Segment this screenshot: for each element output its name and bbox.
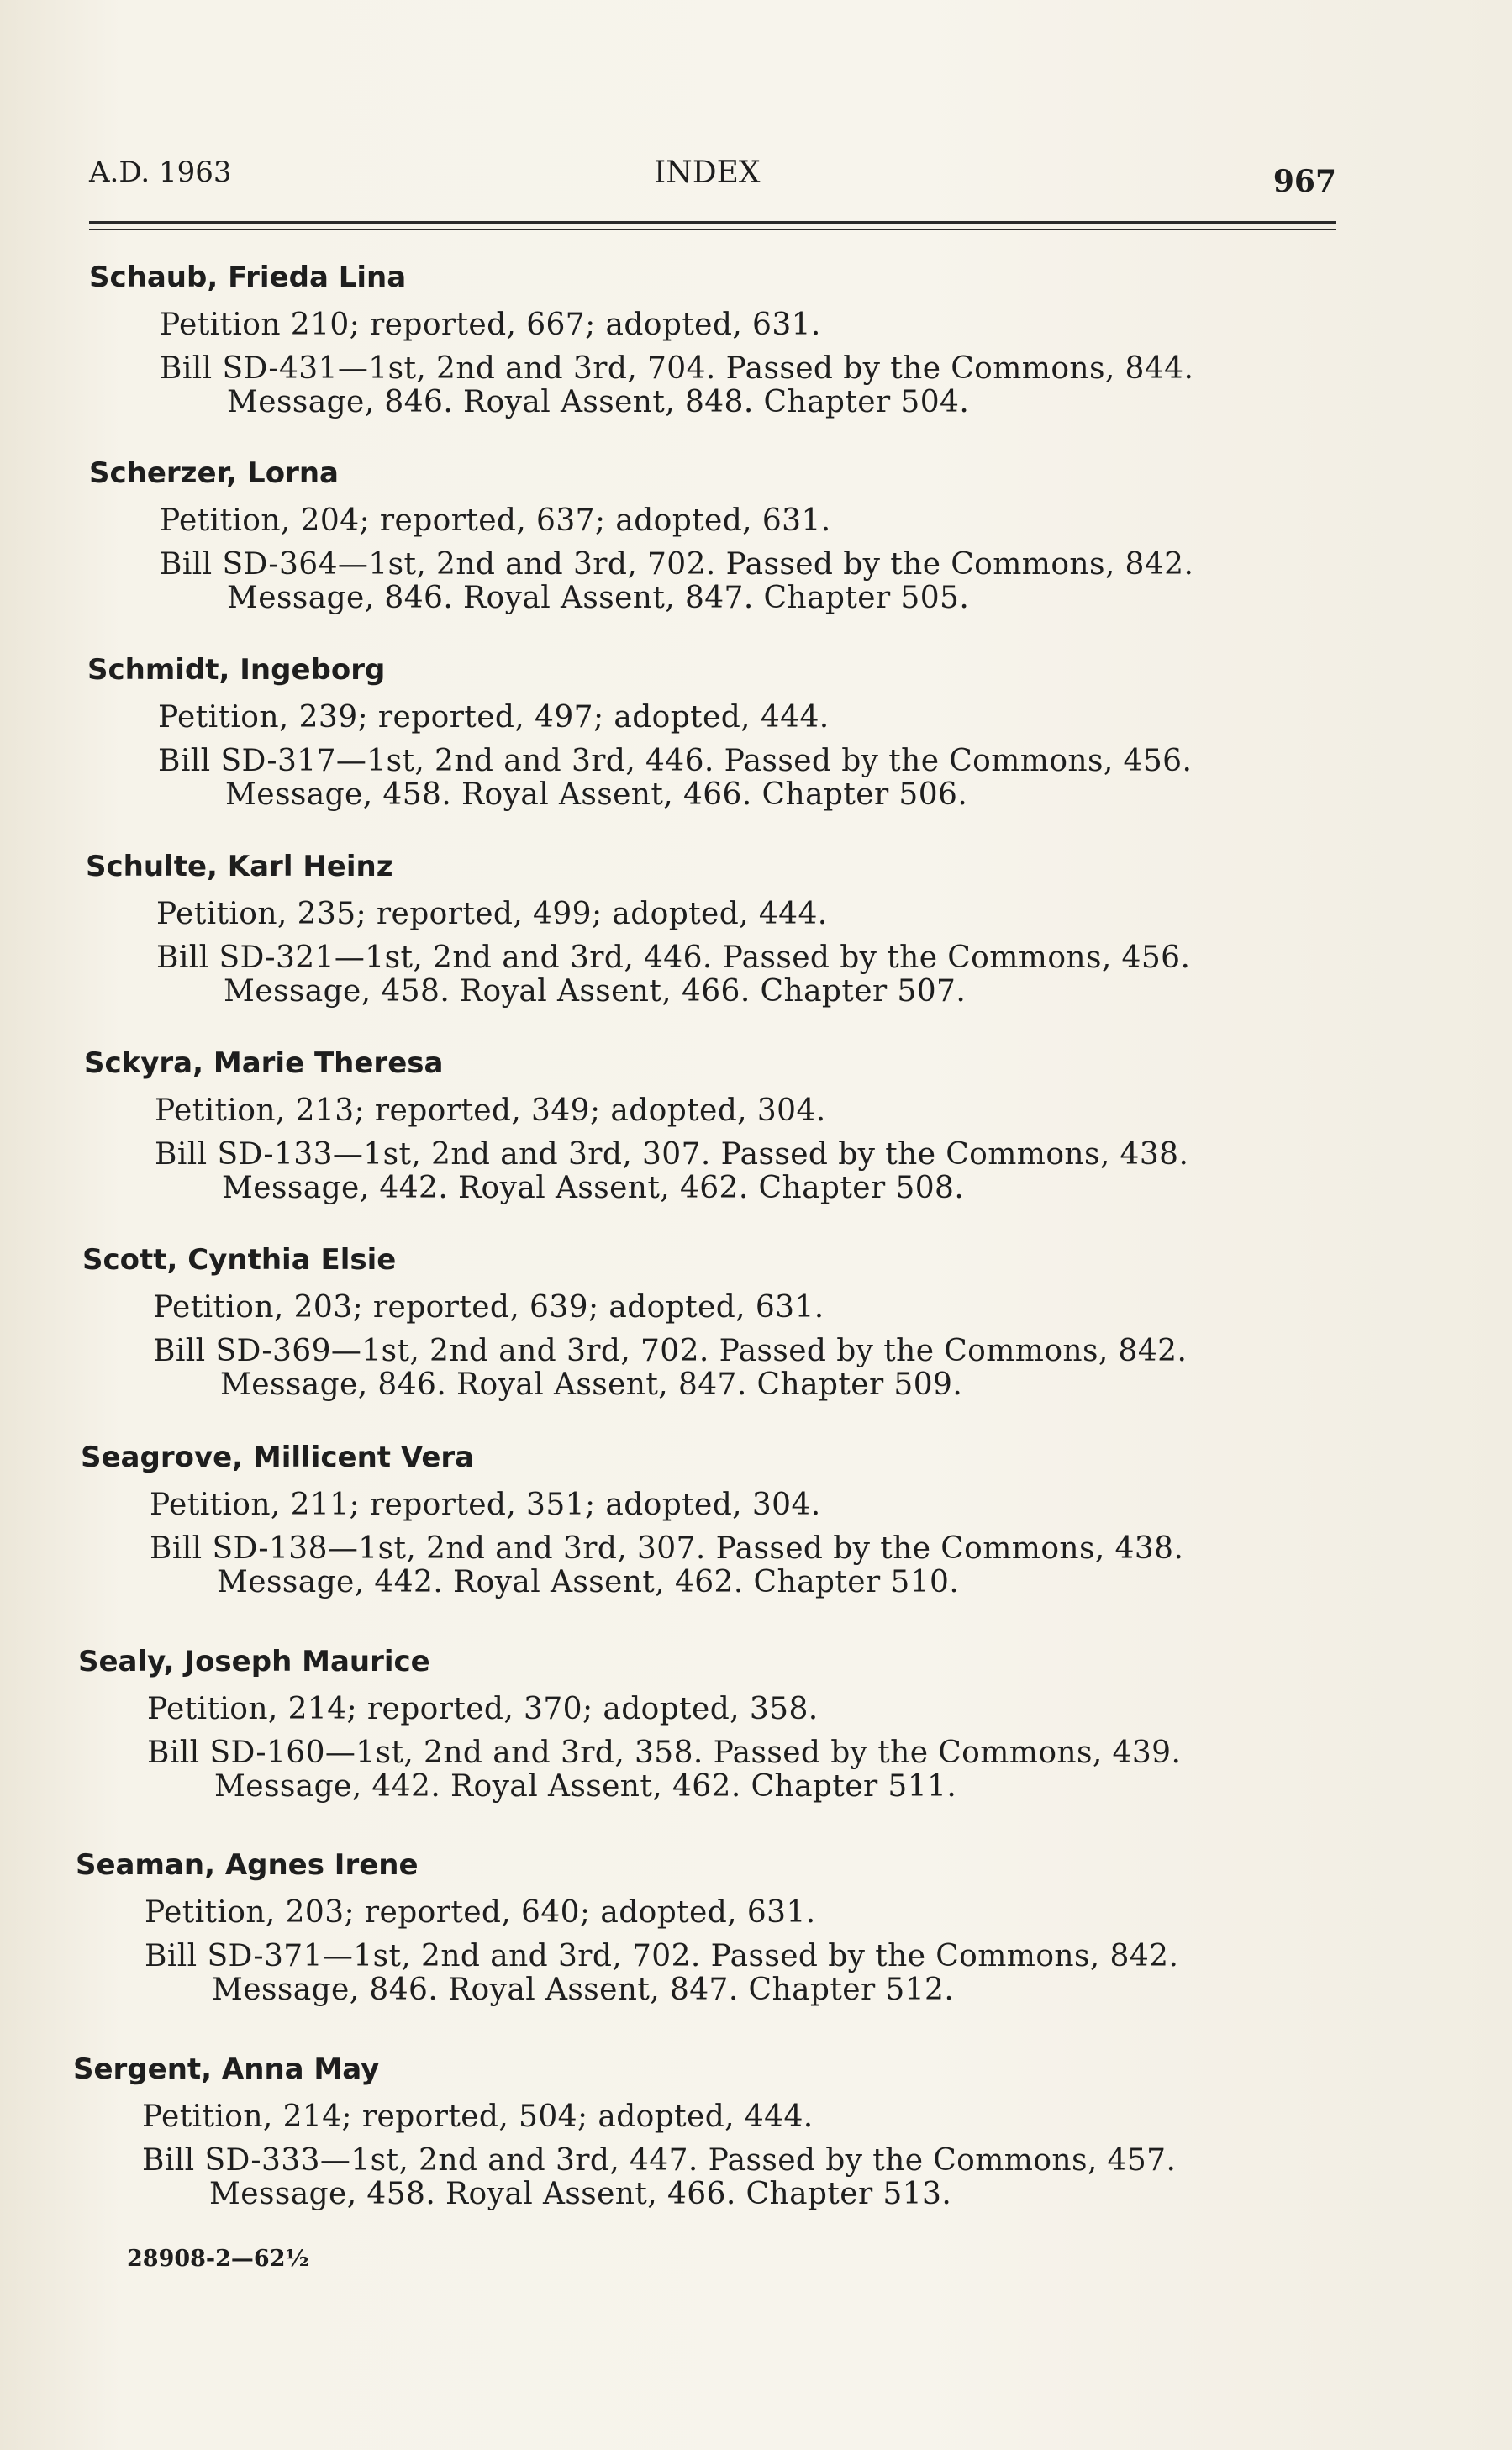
entry-petition: Petition, 213; reported, 349; adopted, 304. bbox=[155, 1093, 826, 1128]
entry-message: Message, 458. Royal Assent, 466. Chapter 506. bbox=[225, 777, 968, 812]
entry-bill: Bill SD-371—1st, 2nd and 3rd, 702. Passed by the Commons, 842. bbox=[145, 1939, 1179, 1973]
entry-petition: Petition, 204; reported, 637; adopted, 631. bbox=[160, 503, 831, 538]
entry-petition: Petition 210; reported, 667; adopted, 631. bbox=[160, 308, 821, 342]
entry-message: Message, 442. Royal Assent, 462. Chapter 508. bbox=[222, 1171, 965, 1205]
entry-bill: Bill SD-317—1st, 2nd and 3rd, 446. Passed by the Commons, 456. bbox=[158, 744, 1193, 778]
entry-petition: Petition, 211; reported, 351; adopted, 304. bbox=[150, 1488, 821, 1522]
entry-bill: Bill SD-369—1st, 2nd and 3rd, 702. Passed by the Commons, 842. bbox=[153, 1334, 1188, 1368]
entry-bill: Bill SD-431—1st, 2nd and 3rd, 704. Passed by the Commons, 844. bbox=[160, 351, 1194, 386]
entry-bill: Bill SD-364—1st, 2nd and 3rd, 702. Passed by the Commons, 842. bbox=[160, 547, 1194, 582]
page-header bbox=[89, 147, 1336, 198]
entry-name: Schaub, Frieda Lina bbox=[89, 261, 407, 294]
entry-petition: Petition, 239; reported, 497; adopted, 444. bbox=[158, 700, 830, 735]
entry-message: Message, 458. Royal Assent, 466. Chapter 507. bbox=[224, 974, 967, 1009]
entry-message: Message, 846. Royal Assent, 848. Chapter 504. bbox=[227, 385, 970, 419]
entry-name: Scherzer, Lorna bbox=[89, 456, 339, 490]
header-rule-bottom bbox=[89, 229, 1336, 230]
entry-message: Message, 846. Royal Assent, 847. Chapter 512. bbox=[212, 1973, 955, 2007]
header-year: A.D. 1963 bbox=[89, 155, 232, 189]
entry-message: Message, 846. Royal Assent, 847. Chapter 509. bbox=[220, 1367, 963, 1402]
page-number: 967 bbox=[1272, 164, 1336, 199]
entry-bill: Bill SD-138—1st, 2nd and 3rd, 307. Passed by the Commons, 438. bbox=[150, 1531, 1184, 1566]
entry-message: Message, 442. Royal Assent, 462. Chapter 510. bbox=[217, 1565, 960, 1599]
entry-name: Schulte, Karl Heinz bbox=[86, 850, 393, 883]
entry-name: Seaman, Agnes Irene bbox=[76, 1848, 419, 1882]
entry-name: Scott, Cynthia Elsie bbox=[82, 1243, 397, 1277]
entry-message: Message, 442. Royal Assent, 462. Chapter 511. bbox=[214, 1769, 957, 1804]
entry-bill: Bill SD-160—1st, 2nd and 3rd, 358. Passed by the Commons, 439. bbox=[147, 1736, 1182, 1770]
entry-message: Message, 458. Royal Assent, 466. Chapter 513. bbox=[209, 2177, 952, 2211]
entry-name: Sckyra, Marie Theresa bbox=[84, 1046, 444, 1080]
entry-petition: Petition, 203; reported, 639; adopted, 631. bbox=[153, 1290, 824, 1325]
entry-name: Schmidt, Ingeborg bbox=[87, 653, 386, 687]
entry-petition: Petition, 214; reported, 504; adopted, 444. bbox=[142, 2100, 814, 2134]
entry-petition: Petition, 214; reported, 370; adopted, 358. bbox=[147, 1692, 819, 1726]
entry-name: Seagrove, Millicent Vera bbox=[81, 1441, 475, 1474]
entry-bill: Bill SD-133—1st, 2nd and 3rd, 307. Passed by the Commons, 438. bbox=[155, 1137, 1189, 1172]
entry-petition: Petition, 235; reported, 499; adopted, 444. bbox=[156, 897, 828, 931]
printer-signature: 28908-2—62½ bbox=[127, 2246, 309, 2272]
entry-bill: Bill SD-321—1st, 2nd and 3rd, 446. Passed by the Commons, 456. bbox=[156, 940, 1191, 975]
header-title: INDEX bbox=[654, 155, 761, 190]
entry-petition: Petition, 203; reported, 640; adopted, 631. bbox=[145, 1895, 816, 1930]
entry-name: Sealy, Joseph Maurice bbox=[78, 1645, 430, 1678]
header-rule-top bbox=[89, 221, 1336, 224]
entry-message: Message, 846. Royal Assent, 847. Chapter 505. bbox=[227, 581, 970, 615]
entry-name: Sergent, Anna May bbox=[73, 2052, 380, 2086]
entry-bill: Bill SD-333—1st, 2nd and 3rd, 447. Passed by the Commons, 457. bbox=[142, 2143, 1177, 2178]
